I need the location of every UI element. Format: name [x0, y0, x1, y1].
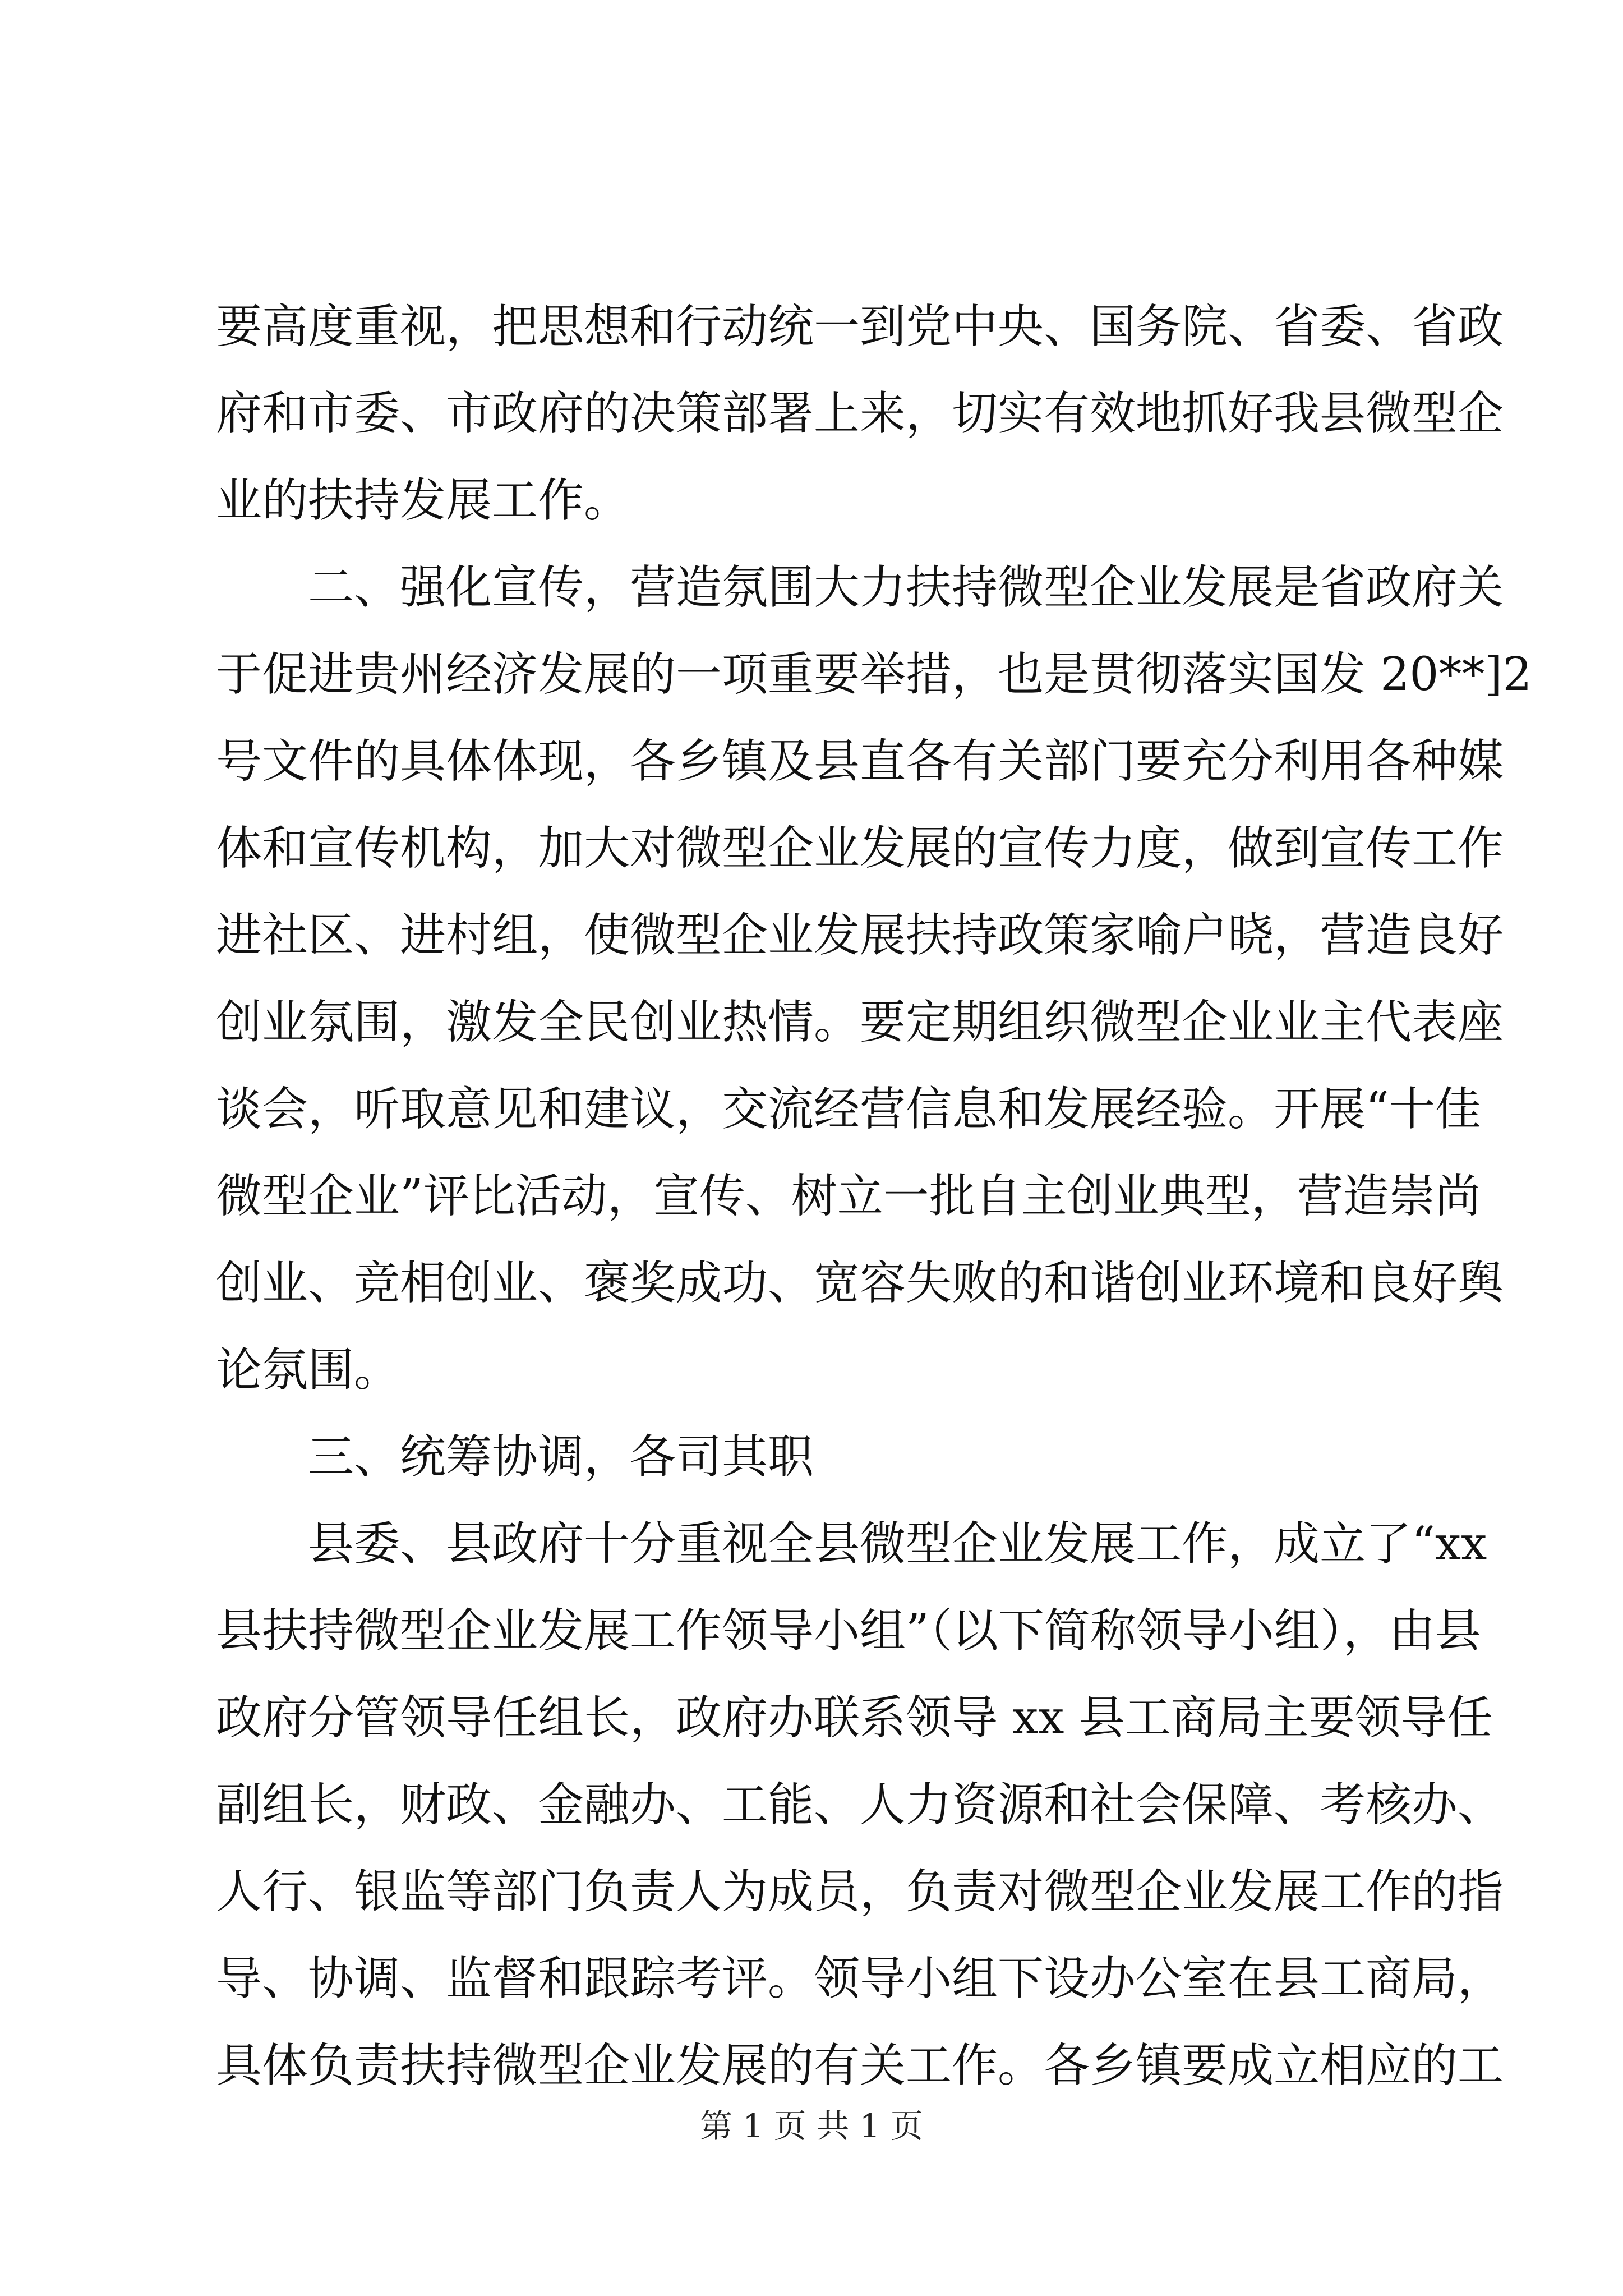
text-line-13: 论氛围。	[216, 1343, 400, 1397]
text-line-21: 具体负责扶持微型企业发展的有关工作。各乡镇要成立相应的工	[216, 2039, 1504, 2092]
text-line-2: 府和市委、市政府的决策部署上来，切实有效地抓好我县微型企	[216, 387, 1504, 440]
text-line-14: 三、统筹协调，各司其职	[216, 1430, 814, 1484]
text-line-15: 县委、县政府十分重视全县微型企业发展工作，成立了“xx	[216, 1517, 1487, 1571]
text-line-20: 导、协调、监督和跟踪考评。领导小组下设办公室在县工商局，	[216, 1952, 1504, 2005]
text-line-8: 进社区、进村组，使微型企业发展扶持政策家喻户晓，营造良好	[216, 909, 1504, 962]
text-line-6: 号文件的具体体现，各乡镇及县直各有关部门要充分利用各种媒	[216, 735, 1504, 788]
text-line-1: 要高度重视，把思想和行动统一到党中央、国务院、省委、省政	[216, 300, 1504, 353]
text-line-4: 二、强化宣传，营造氛围大力扶持微型企业发展是省政府关	[216, 561, 1504, 614]
document-body	[216, 283, 1532, 2109]
page-number-footer: 第 1 页 共 1 页	[700, 2107, 923, 2145]
text-line-11: 微型企业”评比活动，宣传、树立一批自主创业典型，营造崇尚	[216, 1170, 1481, 1223]
text-line-17: 政府分管领导任组长，政府办联系领导 xx 县工商局主要领导任	[216, 1691, 1493, 1745]
text-line-3: 业的扶持发展工作。	[216, 474, 630, 527]
text-line-7: 体和宣传机构，加大对微型企业发展的宣传力度，做到宣传工作	[216, 822, 1504, 875]
text-line-12: 创业、竞相创业、褒奖成功、宽容失败的和谐创业环境和良好舆	[216, 1257, 1504, 1310]
text-line-18: 副组长，财政、金融办、工能、人力资源和社会保障、考核办、	[216, 1778, 1504, 1832]
text-line-16: 县扶持微型企业发展工作领导小组”（以下简称领导小组），由县	[216, 1604, 1481, 1658]
text-line-19: 人行、银监等部门负责人为成员，负责对微型企业发展工作的指	[216, 1865, 1504, 1918]
text-line-10: 谈会，听取意见和建议，交流经营信息和发展经验。开展“十佳	[216, 1083, 1481, 1136]
text-line-9: 创业氛围，激发全民创业热情。要定期组织微型企业业主代表座	[216, 996, 1504, 1049]
text-line-5: 于促进贵州经济发展的一项重要举措，也是贯彻落实国发 20**]2	[216, 648, 1532, 701]
